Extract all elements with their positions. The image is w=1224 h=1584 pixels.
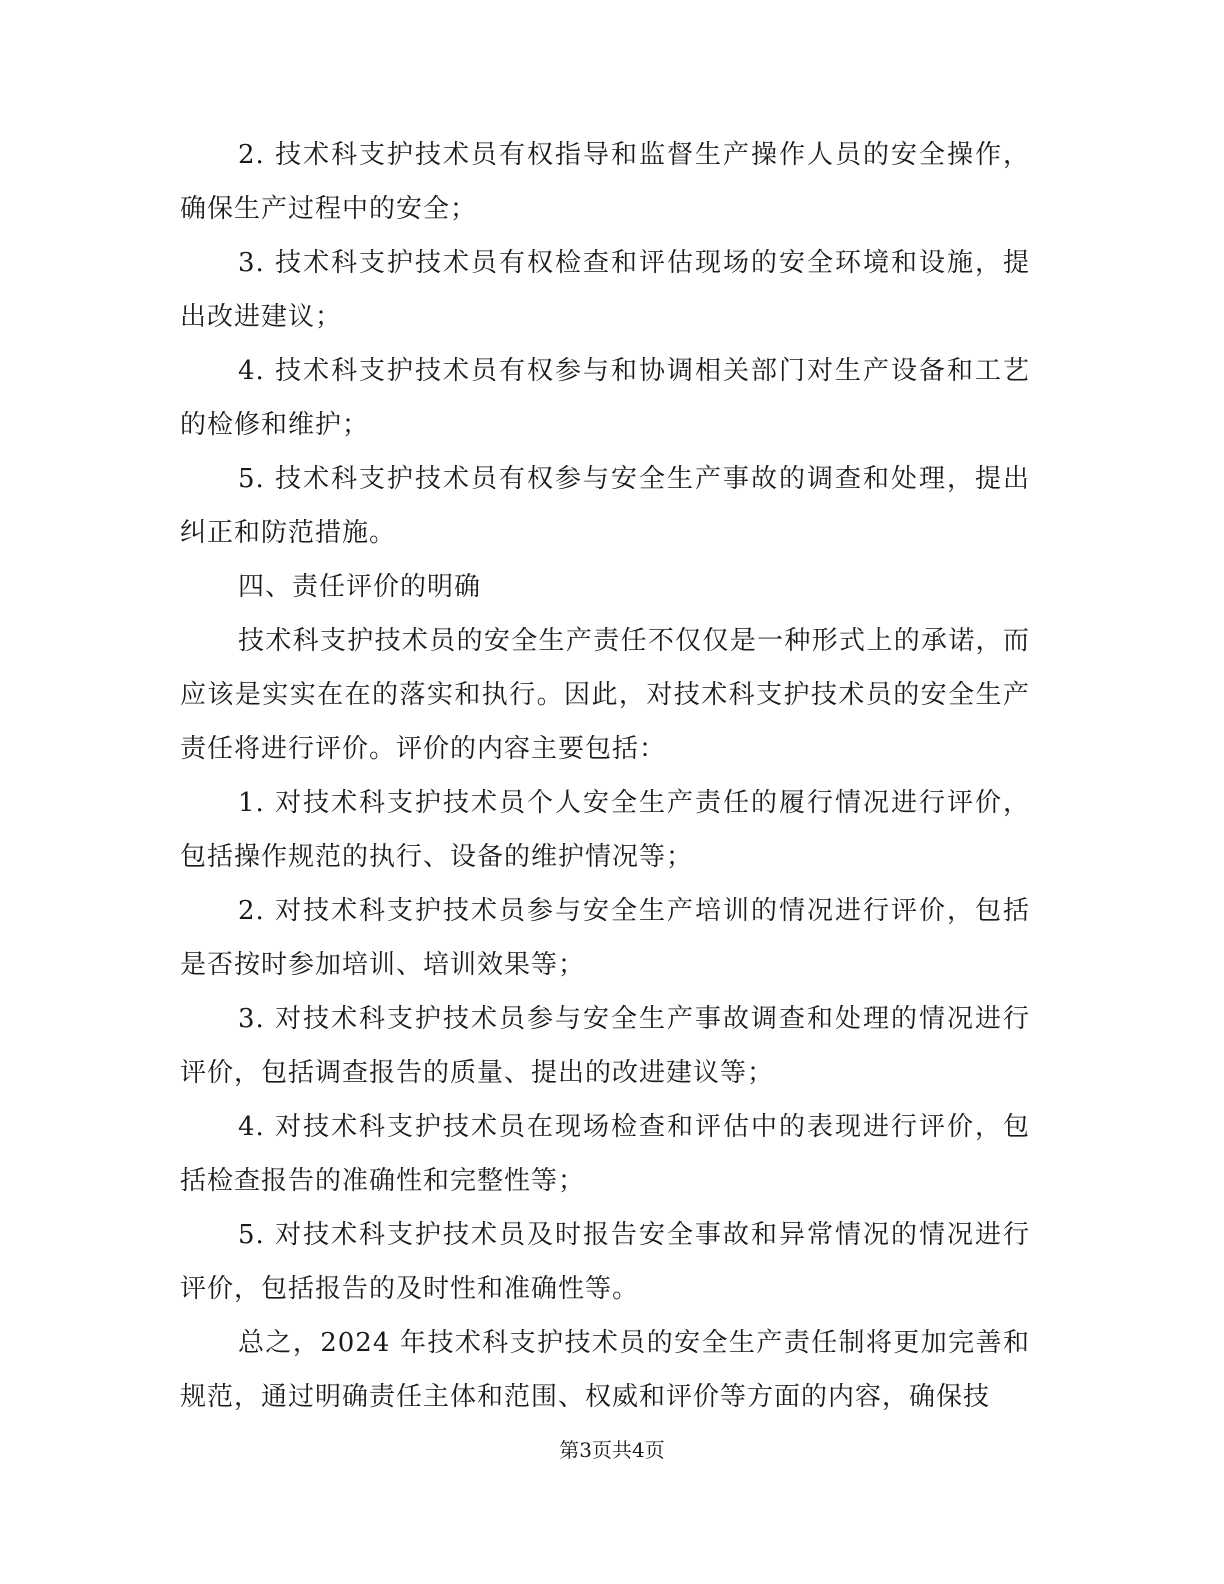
section-heading: 四、责任评价的明确 xyxy=(238,572,482,602)
paragraph: 5. 技术科支护技术员有权参与安全生产事故的调查和处理，提出纠正和防范措施。 xyxy=(180,464,1030,548)
paragraph: 1. 对技术科支护技术员个人安全生产责任的履行情况进行评价，包括操作规范的执行、设备的维护情况等； xyxy=(180,788,1030,872)
document-body xyxy=(180,128,1030,1424)
paragraph: 2. 技术科支护技术员有权指导和监督生产操作人员的安全操作，确保生产过程中的安全； xyxy=(180,140,1030,224)
page-number-footer: 第3页共4页 xyxy=(559,1438,665,1462)
paragraph: 4. 技术科支护技术员有权参与和协调相关部门对生产设备和工艺的检修和维护； xyxy=(180,356,1030,440)
paragraph: 技术科支护技术员的安全生产责任不仅仅是一种形式上的承诺，而应该是实实在在的落实和执行。因此，对技术科支护技术员的安全生产责任将进行评价。评价的内容主要包括： xyxy=(180,626,1030,764)
paragraph: 5. 对技术科支护技术员及时报告安全事故和异常情况的情况进行评价，包括报告的及时性和准确性等。 xyxy=(180,1220,1030,1304)
paragraph: 3. 技术科支护技术员有权检查和评估现场的安全环境和设施，提出改进建议； xyxy=(180,248,1030,332)
paragraph: 总之，2024 年技术科支护技术员的安全生产责任制将更加完善和规范，通过明确责任主体和范围、权威和评价等方面的内容，确保技 xyxy=(180,1328,1030,1412)
paragraph: 3. 对技术科支护技术员参与安全生产事故调查和处理的情况进行评价，包括调查报告的质量、提出的改进建议等； xyxy=(180,1004,1030,1088)
paragraph: 2. 对技术科支护技术员参与安全生产培训的情况进行评价，包括是否按时参加培训、培训效果等； xyxy=(180,896,1030,980)
paragraph: 4. 对技术科支护技术员在现场检查和评估中的表现进行评价，包括检查报告的准确性和完整性等； xyxy=(180,1112,1030,1196)
